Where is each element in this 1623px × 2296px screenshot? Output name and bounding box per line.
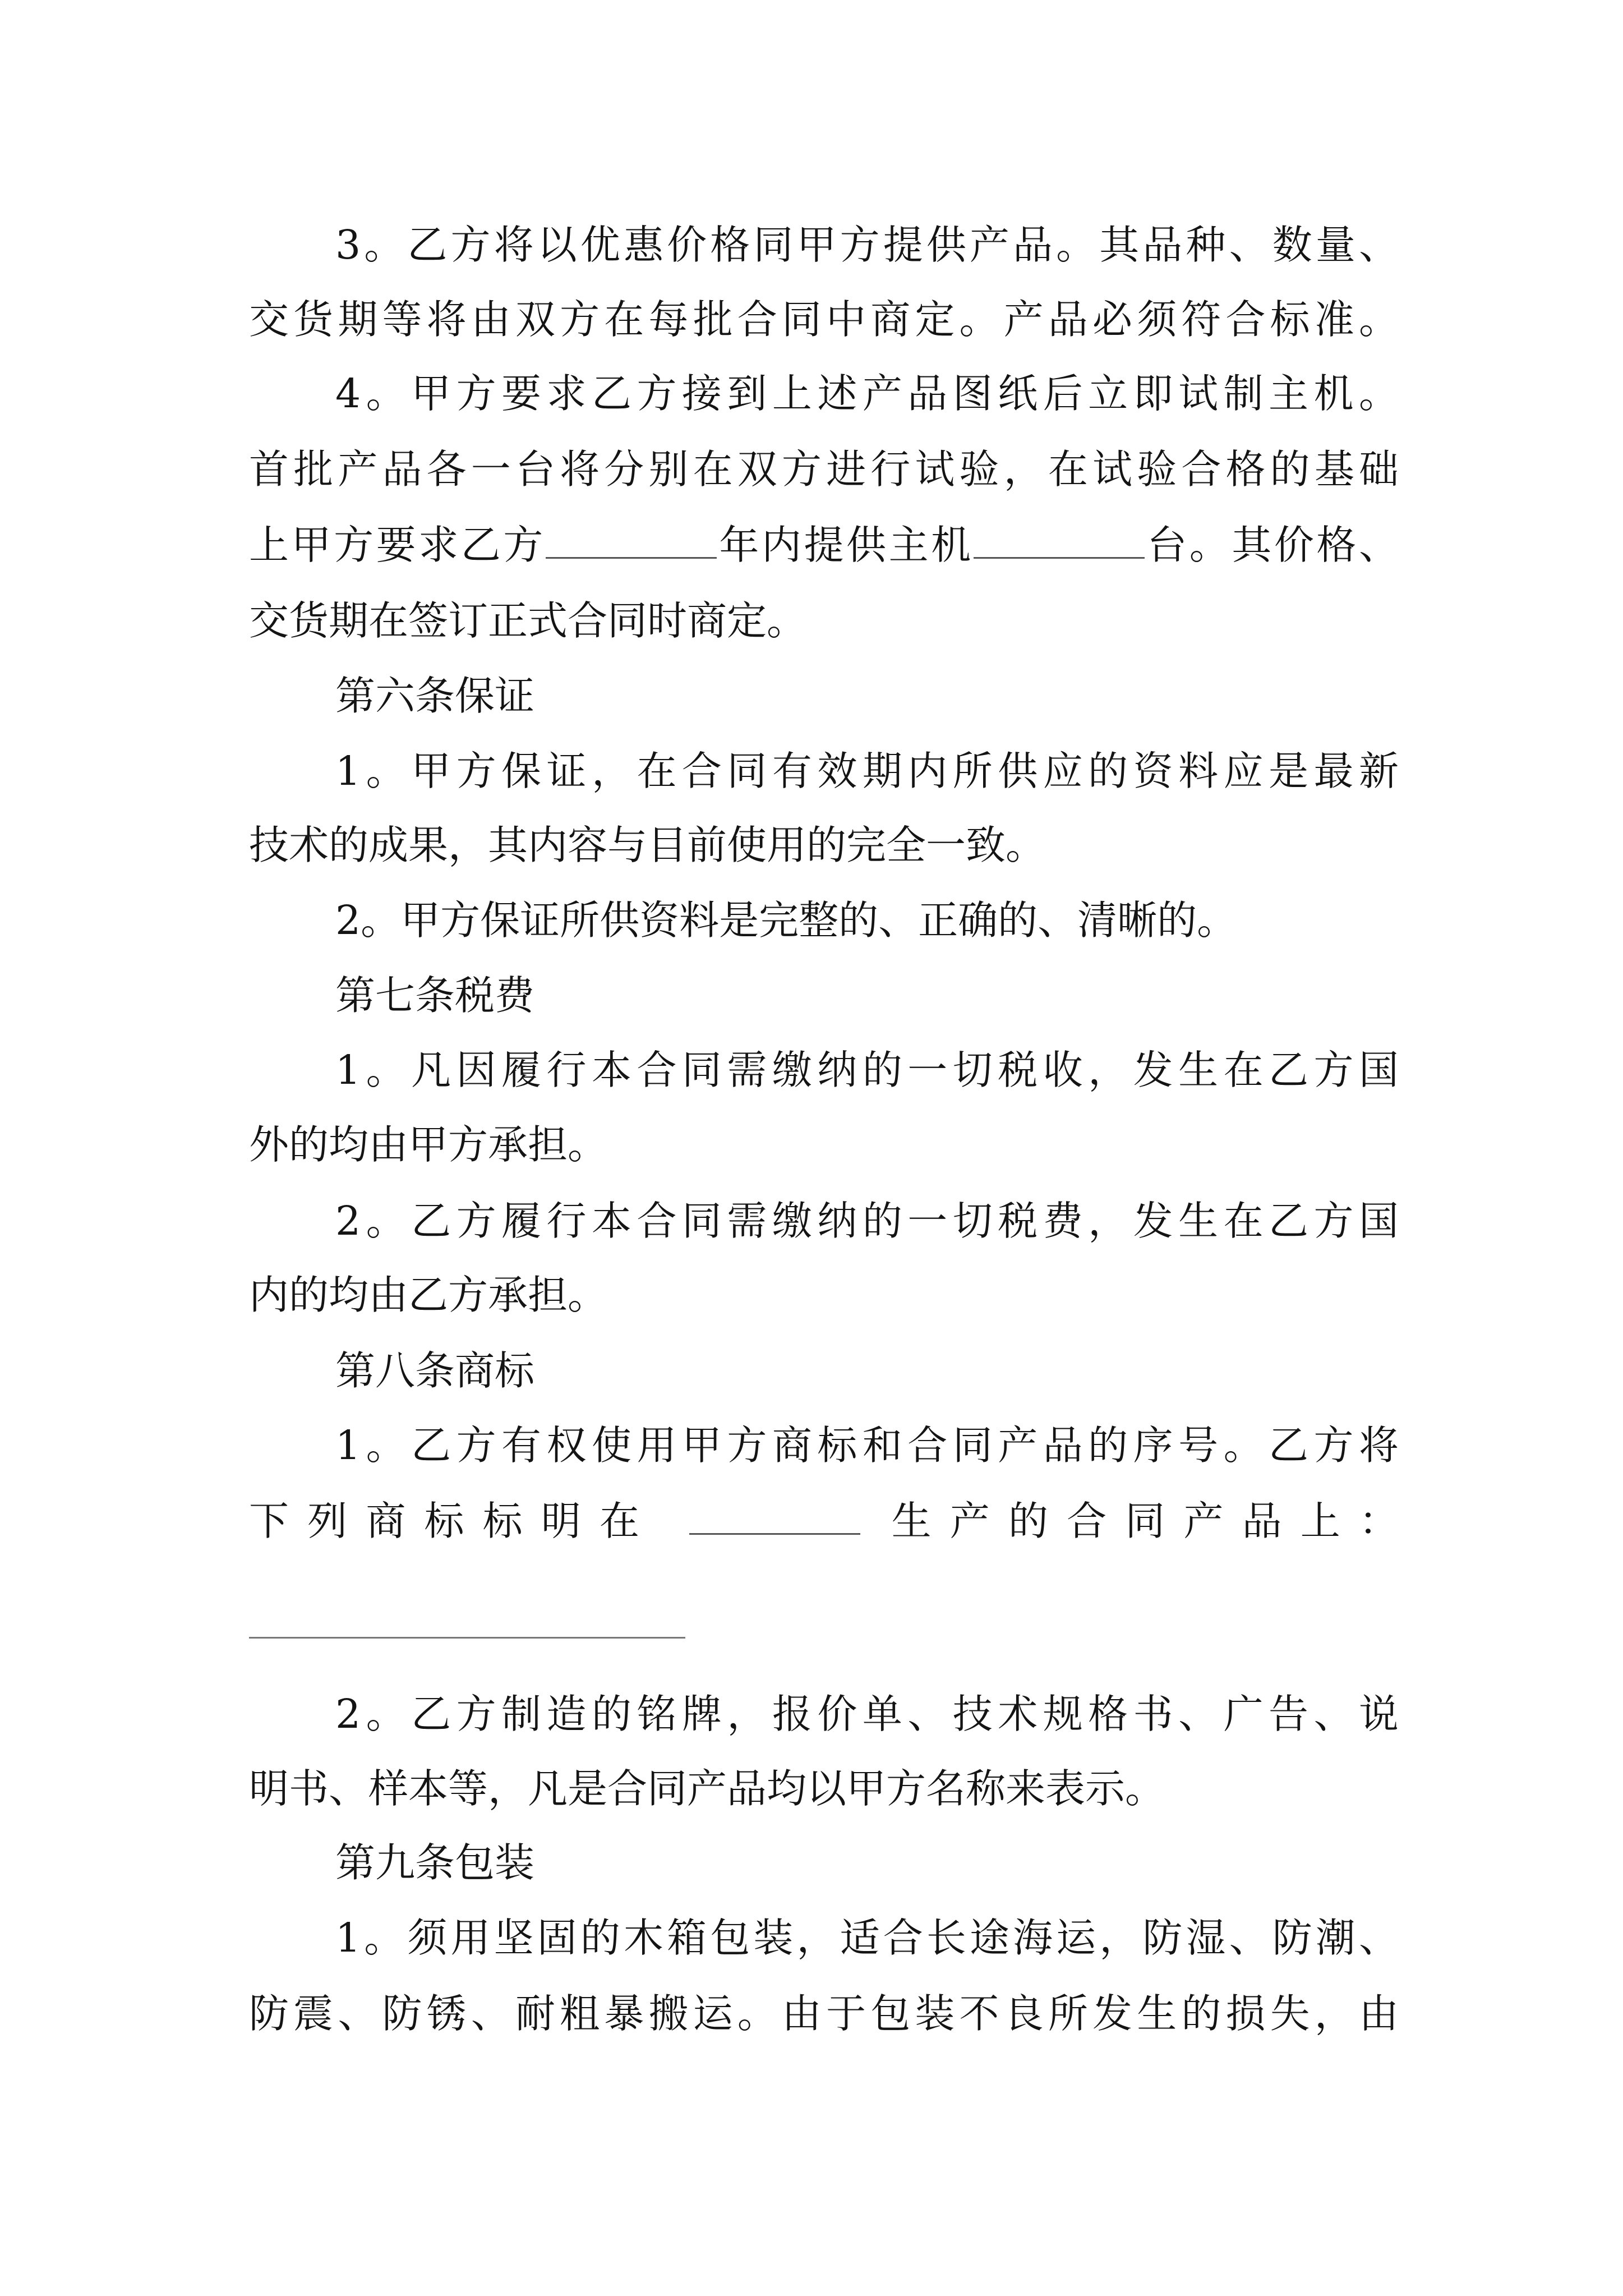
paragraph-line: 2。乙方制造的铭牌，报价单、技术规格书、广告、说 xyxy=(335,1691,1399,1737)
paragraph-line: 1。凡因履行本合同需缴纳的一切税收，发生在乙方国 xyxy=(335,1047,1399,1093)
section-heading: 第八条商标 xyxy=(335,1347,535,1394)
paragraph-line: 2。乙方履行本合同需缴纳的一切税费，发生在乙方国 xyxy=(335,1198,1399,1244)
paragraph-line: 交货期等将由双方在每批合同中商定。产品必须符合标准。 xyxy=(249,296,1399,343)
fill-in-blank-years[interactable] xyxy=(546,522,717,559)
paragraph-line: 1。甲方保证，在合同有效期内所供应的资料应是最新 xyxy=(335,748,1399,794)
paragraph-line-with-blank xyxy=(249,1490,1399,1552)
paragraph-line: 首批产品各一台将分别在双方进行试验，在试验合格的基础 xyxy=(249,446,1399,493)
paragraph-line: 外的均由甲方承担。 xyxy=(249,1121,608,1168)
paragraph-line: 交货期在签订正式合同时商定。 xyxy=(249,597,807,644)
section-heading: 第七条税费 xyxy=(335,972,535,1019)
paragraph-line: 技术的成果，其内容与目前使用的完全一致。 xyxy=(249,822,1046,868)
paragraph-line-with-blanks xyxy=(249,514,1399,576)
paragraph-line: 4。甲方要求乙方接到上述产品图纸后立即试制主机。 xyxy=(335,370,1399,417)
text-segment: 上甲方要求乙方 xyxy=(249,522,546,568)
fill-in-blank-trademark[interactable] xyxy=(249,1637,685,1639)
paragraph-line: 1。乙方有权使用甲方商标和合同产品的序号。乙方将 xyxy=(335,1422,1399,1469)
paragraph-line: 防震、防锈、耐粗暴搬运。由于包装不良所发生的损失，由 xyxy=(249,1990,1399,2037)
section-heading: 第九条包装 xyxy=(335,1839,535,1886)
text-segment: 生产的合同产品上： xyxy=(891,1498,1399,1544)
paragraph-line: 明书、样本等，凡是合同产品均以甲方名称来表示。 xyxy=(249,1765,1165,1812)
text-segment: 台。其价格、 xyxy=(1144,522,1399,568)
fill-in-blank-manufacturer[interactable] xyxy=(689,1498,860,1535)
text-segment: 年内提供主机 xyxy=(716,522,974,568)
paragraph-line: 1。须用坚固的木箱包装，适合长途海运，防湿、防潮、 xyxy=(335,1915,1399,1961)
paragraph-line: 3。乙方将以优惠价格同甲方提供产品。其品种、数量、 xyxy=(335,222,1399,268)
fill-in-blank-quantity[interactable] xyxy=(974,522,1145,559)
section-heading: 第六条保证 xyxy=(335,673,535,719)
paragraph-line: 内的均由乙方承担。 xyxy=(249,1272,608,1318)
text-segment: 下列商标标明在 xyxy=(249,1498,658,1544)
paragraph-line: 2。甲方保证所供资料是完整的、正确的、清晰的。 xyxy=(335,897,1237,944)
